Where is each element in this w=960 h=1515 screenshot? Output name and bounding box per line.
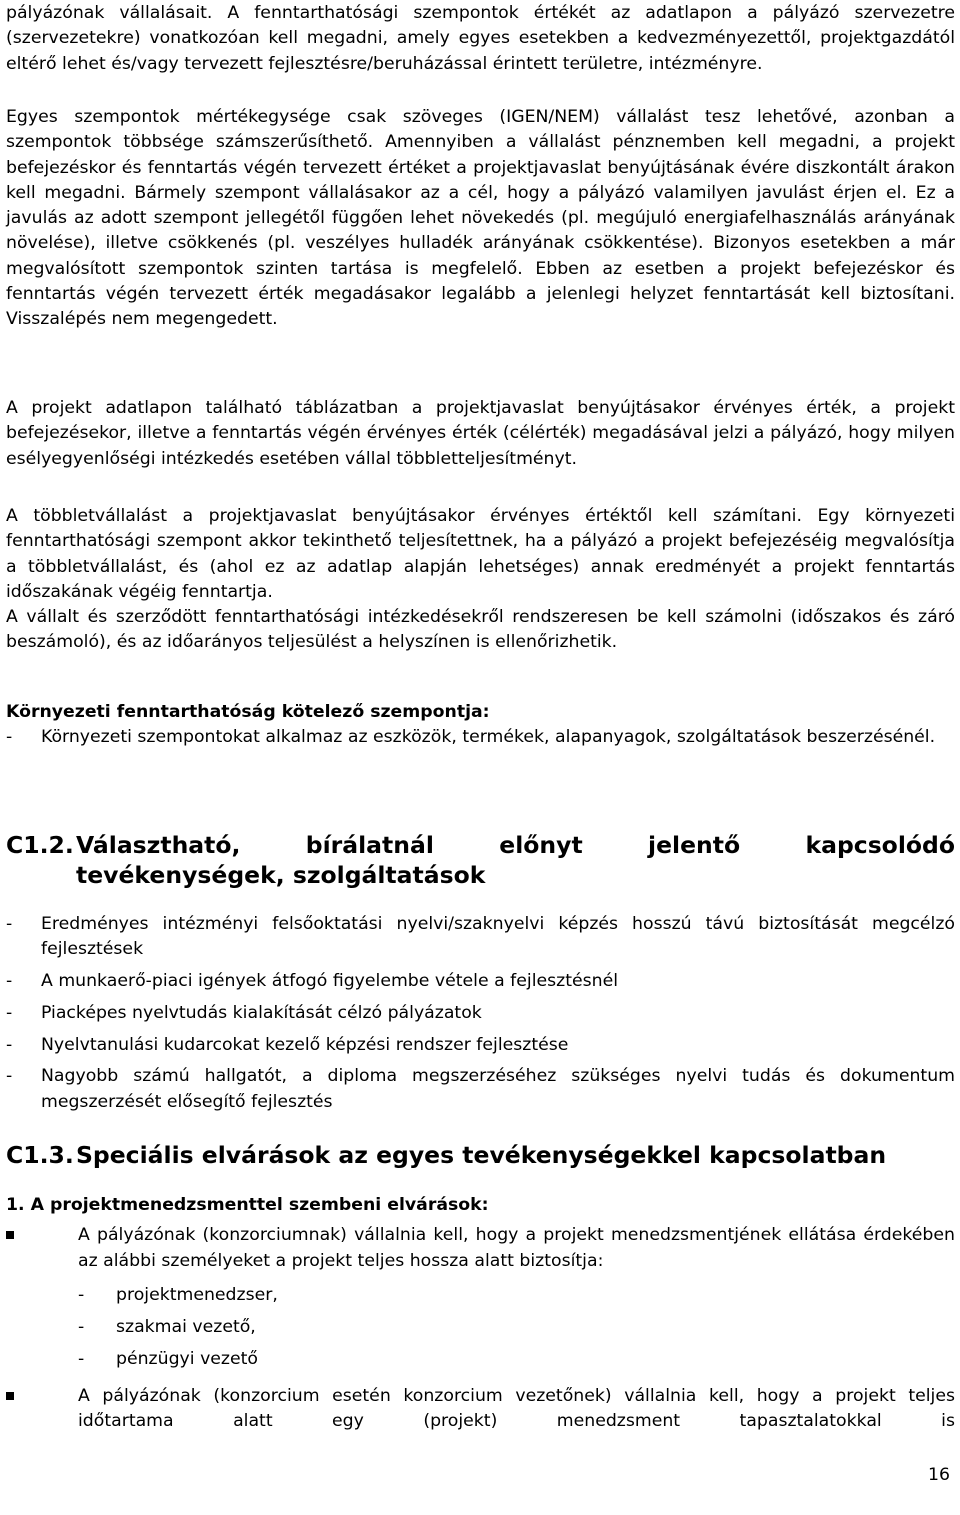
list-item-text: A pályázónak (konzorcium esetén konzorcium vezetőnek) vállalnia kell, hogy a projekt teljes időtartama alatt egy (projekt) menedzsment tapasztalatokkal is: [78, 1385, 955, 1432]
dash-marker: -: [6, 1034, 13, 1055]
page-number: [928, 1463, 950, 1488]
section-title-line1: Választható, bírálatnál előnyt jelentő kapcsolódó: [76, 831, 955, 859]
middle-paragraph-3: [6, 605, 955, 656]
list-item-text: Nagyobb számú hallgatót, a diploma megszerzéséhez szükséges nyelvi tudás és dokumentum megszerzését elősegítő fejlesztés: [41, 1066, 955, 1112]
list-item: [6, 1223, 955, 1274]
dash-marker: -: [6, 727, 13, 748]
paragraph-text: pályázónak vállalásait. A fenntarthatósági szempontok értékét az adatlapon a pályázó szervezetre (szervezetekre) vonatkozóan kell megadni, amely egyes esetekben a kedvezményezettől, projektgazdától eltérő lehet és/vagy tervezett fejlesztésre/beruházással érintett területre, intézményre.: [6, 3, 955, 74]
dash-marker: -: [6, 1066, 13, 1087]
paragraph-text: A projekt adatlapon található táblázatban a projektjavaslat benyújtásakor érvényes érték, a projekt befejezésekor, illetve a fenntartás végén érvényes érték (célérték) megadásával jelzi a pályázó, hogy milyen esélyegyenlőségi intézkedés esetében vállal többletteljesítményt.: [6, 398, 955, 469]
square-bullet-icon: [6, 1384, 78, 1435]
dash-marker: -: [78, 1317, 85, 1338]
sub-list-item: [78, 1315, 955, 1340]
sub-list-item-text: szakmai vezető,: [116, 1317, 256, 1338]
sub-list-item-text: projektmenedzser,: [116, 1284, 278, 1305]
dash-marker: -: [6, 914, 13, 934]
section-title: Speciális elvárások az egyes tevékenységekkel kapcsolatban: [76, 1141, 887, 1169]
sub-list-item: [78, 1347, 955, 1372]
sub-list: [6, 1283, 955, 1373]
intro-paragraph-1: [6, 1, 955, 77]
sub-list-item-text: pénzügyi vezető: [116, 1349, 258, 1370]
middle-paragraph-1: [6, 396, 955, 472]
mandatory-criterion: [6, 700, 955, 751]
list-item-text: A pályázónak (konzorciumnak) vállalnia kell, hogy a projekt menedzsmentjének ellátása érdekében az alábbi személyeket a projekt teljes hossza alatt biztosítja:: [78, 1225, 955, 1271]
dash-marker: -: [78, 1349, 85, 1370]
list-item: [6, 1033, 955, 1058]
list-item: [6, 725, 955, 750]
list-item-text: A munkaerő-piaci igények átfogó figyelembe vétele a fejlesztésnél: [41, 971, 618, 992]
dash-marker: -: [6, 1002, 13, 1023]
list-item-text: Környezeti szempontokat alkalmaz az eszközök, termékek, alapanyagok, szolgáltatások beszerzésénél.: [41, 727, 936, 748]
mandatory-heading: Környezeti fenntarthatóság kötelező szempontja:: [6, 702, 490, 722]
list-item: [6, 1064, 955, 1115]
paragraph-text: A többletvállalást a projektjavaslat benyújtásakor érvényes értéktől kell számítani. Egy környezeti fenntarthatósági szempont akkor tekinthető teljesítettnek, ha a pályázó a projekt befejezéséig megvalósítja a többletvállalást, és (ahol ez az adatlap alapján lehetséges) annak eredményét a projekt fenntartás időszakának végéig fenntartja.: [6, 506, 955, 602]
middle-paragraph-2: [6, 504, 955, 605]
section-c12-heading: [6, 830, 955, 890]
pm-requirements: [6, 1193, 955, 1434]
list-item: [6, 912, 955, 963]
section-number: C1.3.: [6, 1141, 74, 1169]
section-c13-heading: [6, 1140, 955, 1170]
square-bullet-icon: [6, 1223, 78, 1274]
list-item-text: Eredményes intézményi felsőoktatási nyelvi/szaknyelvi képzés hosszú távú biztosítását megcélzó fejlesztések: [41, 914, 955, 960]
pm-heading: 1. A projektmenedzsmenttel szembeni elvárások:: [6, 1195, 489, 1215]
list-item: [6, 1384, 955, 1435]
dash-marker: -: [6, 971, 13, 992]
section-number: C1.2.: [6, 831, 74, 859]
section-c12-list: [6, 912, 955, 1122]
list-item: [6, 969, 955, 994]
paragraph-text: A vállalt és szerződött fenntarthatósági intézkedésekről rendszeresen be kell számolni (időszakos és záró beszámoló), és az időarányos teljesülést a helyszínen is ellenőrizhetik.: [6, 607, 955, 653]
page-number-text: 16: [928, 1465, 950, 1485]
dash-marker: -: [78, 1284, 85, 1305]
list-item-text: Piacképes nyelvtudás kialakítását célzó pályázatok: [41, 1002, 482, 1023]
list-item: [6, 1001, 955, 1026]
sub-list-item: [78, 1283, 955, 1308]
section-title-line2: tevékenységek, szolgáltatások: [76, 861, 486, 889]
intro-paragraph-2: [6, 105, 955, 333]
list-item-text: Nyelvtanulási kudarcokat kezelő képzési rendszer fejlesztése: [41, 1034, 569, 1055]
paragraph-text: Egyes szempontok mértékegysége csak szöveges (IGEN/NEM) vállalást tesz lehetővé, azonban a szempontok többsége számszerűsíthető. Amennyiben a vállalást pénznemben kell megadni, a projekt befejezéskor és fenntartás végén tervezett értéket a projektjavaslat benyújtásának évére diszkontált árakon kell megadni. Bármely szempont vállalásakor az a cél, hogy a pályázó valamilyen javulást érjen el. Ez a javulás az adott szempont jellegétől függően lehet növekedés (pl. megújuló energiafelhasználás arányának növelése), illetve csökkenés (pl. veszélyes hulladék arányának csökkentése). Bizonyos esetekben a már megvalósított szempontok szinten tartása is megfelelő. Ebben az esetben a projekt befejezéskor és fenntartás végén tervezett érték megadásakor legalább a jelenlegi helyzet fenntartását kell biztosítani. Visszalépés nem megengedett.: [6, 107, 955, 330]
